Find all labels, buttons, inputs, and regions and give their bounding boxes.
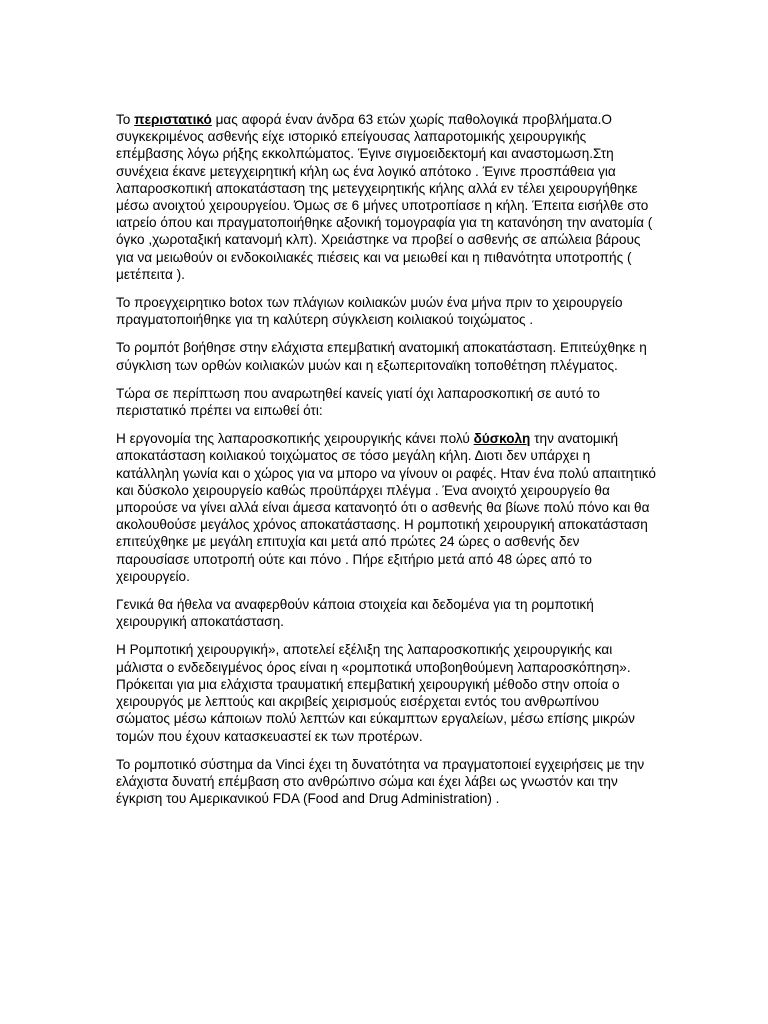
paragraph-general-info	[116, 596, 656, 630]
emphasized-word: περιστατικό	[134, 112, 212, 127]
paragraph-case-intro	[116, 111, 656, 283]
paragraph-text: Το ρομπότ βοήθησε στην ελάχιστα επεμβατική ανατομική αποκατάσταση. Επιτεύχθηκε η σύγκλιση των ορθών κοιλιακών μυών και η εξωπεριτοναϊκη τοποθέτηση πλέγματος.	[116, 340, 647, 373]
paragraph-ergonomics	[116, 430, 656, 585]
paragraph-text: Το προεγχειρητικο botox των πλάγιων κοιλιακών μυών ένα μήνα πριν το χειρουργείο πραγματοποιήθηκε για τη καλύτερη σύγκλειση κοιλιακού τοιχώματος .	[116, 295, 623, 328]
paragraph-text: Γενικά θα ήθελα να αναφερθούν κάποια στοιχεία και δεδομένα για τη ρομποτική χειρουργική αποκατάσταση.	[116, 597, 594, 630]
paragraph-text: την ανατομική αποκατάσταση κοιλιακού τοιχώματος σε τόσο μεγάλη κήλη. Διοτι δεν υπάρχει η κατάλληλη γωνία και ο χώρος για να μπορο να γίνουν οι ραφές. Ηταν ένα πολύ απαιτητικό και δύσκολο χειρουργείο καθώς προϋπάρχει πλέγμα . Ένα ανοιχτό χειρουργείο θα μπορούσε να γίνει αλλά είναι άμεσα κατανοητό ότι ο ασθενής θα βίωνε πολύ πόνο και θα ακολουθούσε μεγάλος χρόνος αποκατάστασης. Η ρομποτική χειρουργική αποκατάσταση επιτεύχθηκε με μεγάλη επιτυχία και μετά από πρώτες 24 ώρες ο ασθενής δεν παρουσίασε υποτροπή ούτε και πόνο . Πήρε εξιτήριο μετά από 48 ώρες από το χειρουργείο.	[116, 431, 656, 584]
paragraph-text: Το ρομποτικό σύστημα da Vinci έχει τη δυνατότητα να πραγματοποιεί εγχειρήσεις με την ελάχιστα δυνατή επέμβαση στο ανθρώπινο σώμα και έχει λάβει ως γνωστόν και την έγκριση του Αμερικανικού FDA (Food and Drug Administration) .	[116, 756, 645, 807]
paragraph-da-vinci	[116, 756, 656, 808]
paragraph-text: Η εργονομία της λαπαροσκοπικής χειρουργικής κάνει πολύ	[116, 431, 474, 447]
paragraph-text: Τώρα σε περίπτωση που αναρωτηθεί κανείς γιατί όχι λαπαροσκοπική σε αυτό το περιστατικό πρέπει να ειπωθεί ότι:	[116, 385, 600, 419]
paragraph-robot-repair	[116, 339, 656, 373]
paragraph-botox	[116, 294, 656, 328]
paragraph-text: Το	[116, 112, 135, 127]
document-page	[116, 111, 656, 818]
paragraph-why-not-laparoscopic	[116, 385, 656, 419]
paragraph-text: μας αφορά έναν άνδρα 63 ετών χωρίς παθολογικά προβλήματα.Ο συγκεκριμένος ασθενής είχε ιστορικό επείγουσας λαπαροτομικής χειρουργικής επέμβασης λόγω ρήξης εκκολπώματος. Έγινε σιγμοειδεκτομή και αναστομωση.Στη συνέχεια έκανε μετεγχειρητική κήλη ως ένα λογικό απότοκο . Έγινε προσπάθεια για λαπαροσκοπική αποκατάσταση της μετεγχειρητικής κήλης αλλά εν τέλει χειρουργήθηκε μέσω ανοιχτού χειρουργείου. Όμως σε 6 μήνες υποτροπίασε η κήλη. Έπειτα εισήλθε στο ιατρείο όπου και πραγματοποιήθηκε αξονική τομογραφία για τη κατανόηση την ανατομία ( όγκο ,χωροταξική κατανομή κλπ). Χρειάστηκε να προβεί ο ασθενής σε απώλεια βάρους για να μειωθούν οι ενδοκοιλιακές πιέσεις και να μειωθεί και η πιθανότητα υποτροπής ( μετέπειτα ).	[116, 112, 653, 282]
emphasized-word: δύσκολη	[473, 431, 531, 447]
paragraph-robotic-surgery-definition	[116, 641, 656, 744]
paragraph-text: Η Ρομποτική χειρουργική», αποτελεί εξέλιξη της λαπαροσκοπικής χειρουργικής και μάλιστα ο ενδεδειγμένος όρος είναι η «ρομποτικά υποβοηθούμενη λαπαροσκόπηση». Πρόκειται για μια ελάχιστα τραυματική επεμβατική χειρουργική μέθοδο στην οποία ο χειρουργός με λεπτούς και ακριβείς χειρισμούς εισέρχεται εντός του ανθρωπίνου σώματος μέσω κάποιων πολύ λεπτών και εύκαμπτων εργαλείων, μέσω επίσης μικρών τομών που έχουν κατασκευαστεί εκ των προτέρων.	[116, 642, 635, 744]
